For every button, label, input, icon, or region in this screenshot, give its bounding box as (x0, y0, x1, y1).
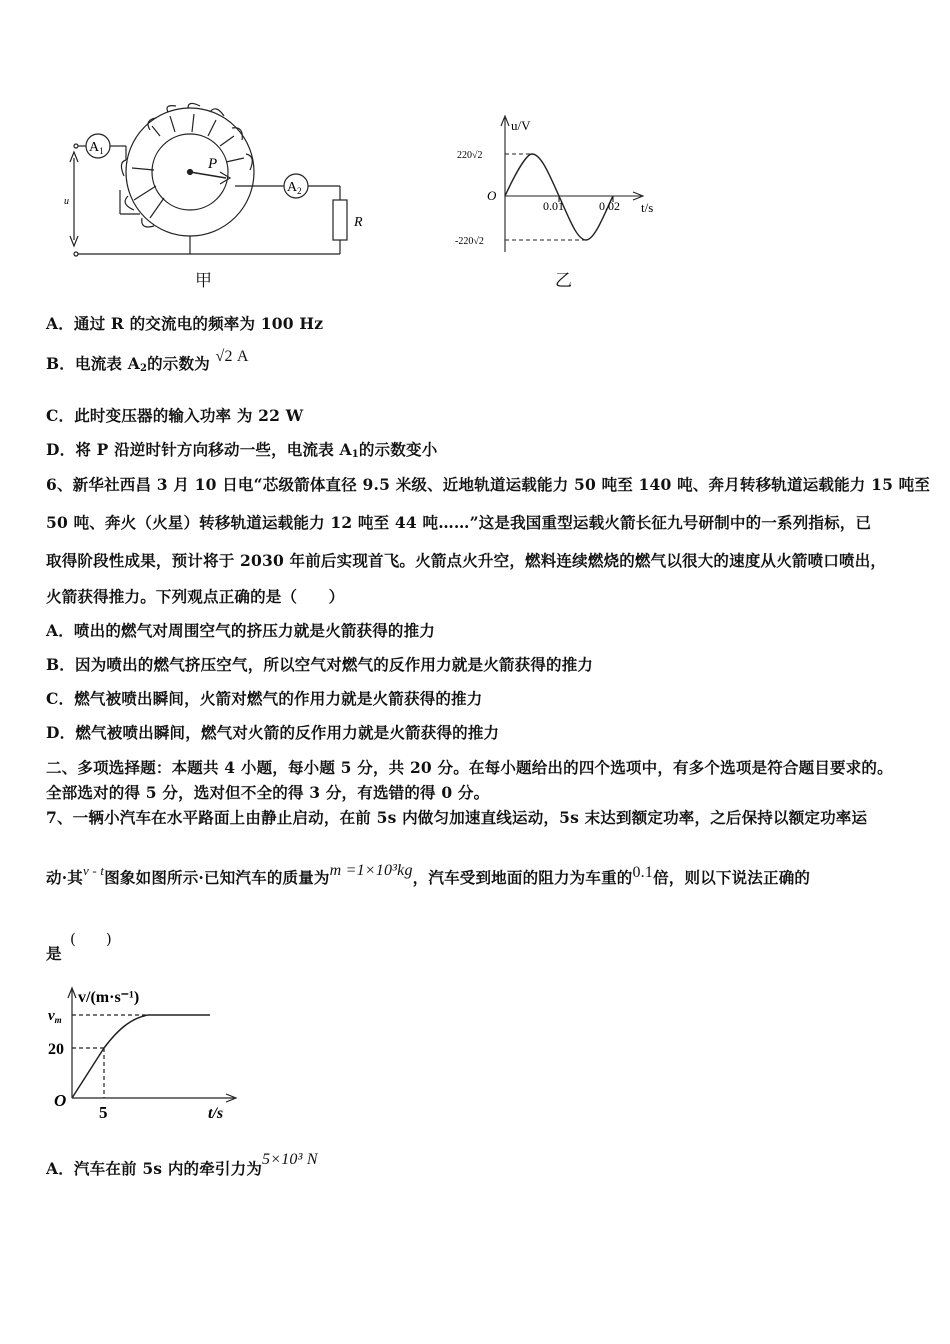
y-max-label: 220√2 (457, 150, 483, 161)
q6-stem-line4: 火箭获得推力。下列观点正确的是（ ） (46, 587, 345, 606)
q7-option-a: A．汽车在前 5s 内的牵引力为5×10³ N (46, 1151, 318, 1178)
q7-stem-line1: 7、一辆小汽车在水平路面上由静止启动，在前 5s 内做匀加速直线运动，5s 末达到额定功率，之后保持以额定功率运 (46, 808, 868, 827)
y-20-label: 20 (48, 1041, 64, 1058)
q5-option-b: B．电流表 $A_2$的示数为 √2 A (46, 348, 249, 374)
q7-answer-paren: ( ) (70, 930, 112, 948)
q7-stem-line3: 是 (46, 944, 62, 963)
a1-label: $A_1$ (89, 140, 104, 156)
q5-option-c: C．此时变压器的输入功率 为 22 W (46, 406, 304, 425)
q6-stem-line3: 取得阶段性成果，预计将于 2030 年前后实现首飞。火箭点火升空，燃料连续燃烧的燃气以很大的速度从火箭喷口喷出， (46, 551, 887, 570)
figure-yi-label: 乙 (555, 271, 572, 291)
resistor-r (333, 200, 347, 240)
section2-heading-line1: 二、多项选择题：本题共 4 小题，每小题 5 分，共 20 分。在每小题给出的四个选项中，有多个选项是符合题目要求的。 (46, 758, 893, 777)
transformer-circuit-figure (60, 100, 380, 275)
a2-label: $A_2$ (287, 180, 302, 196)
t-axis-label-vt: t/s (208, 1105, 224, 1122)
vm-label: $v_m$ (48, 1008, 62, 1025)
velocity-curve (72, 1015, 210, 1098)
q5-option-a: A．通过 R 的交流电的频率为 100 Hz (46, 314, 324, 333)
origin-o-vt: O (54, 1091, 67, 1110)
y-min-label: -220√2 (455, 236, 484, 247)
x-tick-002: 0.02 (599, 199, 620, 213)
u-axis-label: u/V (511, 118, 531, 133)
q7-stem-line2: 动·其$^{v - t}$图象如图所示·已知汽车的质量为m =1×10³kg，汽车受到地面的阻力为车重的0.1倍，则以下说法正确的 (46, 862, 811, 887)
v-axis-label: v/(m·s⁻¹) (78, 989, 140, 1006)
q6-option-c: C．燃气被喷出瞬间，火箭对燃气的作用力就是火箭获得的推力 (46, 689, 483, 708)
u-label: u (64, 196, 69, 207)
q6-option-b: B．因为喷出的燃气挤压空气，所以空气对燃气的反作用力就是火箭获得的推力 (46, 655, 594, 674)
q6-option-d: D．燃气被喷出瞬间，燃气对火箭的反作用力就是火箭获得的推力 (46, 723, 500, 742)
x-tick-001: 0.01 (543, 199, 564, 213)
q6-option-a: A．喷出的燃气对周围空气的挤压力就是火箭获得的推力 (46, 621, 436, 640)
q6-stem-line1: 6、新华社西昌 3 月 10 日电“芯级箭体直径 9.5 米级、近地轨道运载能力 50 吨至 140 吨、奔月转移轨道运载能力 15 吨至 (46, 475, 931, 494)
x-5-label: 5 (99, 1103, 108, 1122)
r-label: R (354, 215, 363, 230)
origin-o: O (487, 188, 497, 203)
t-axis-label: t/s (641, 200, 654, 215)
v-t-graph (44, 982, 244, 1122)
figure-jia-label: 甲 (195, 271, 212, 291)
q5-option-d: D．将 P 沿逆时针方向移动一些，电流表 $A_1$的示数变小 (46, 440, 438, 460)
section2-heading-line2: 全部选对的得 5 分，选对但不全的得 3 分，有选错的得 0 分。 (46, 783, 490, 802)
q6-stem-line2: 50 吨、奔火（火星）转移轨道运载能力 12 吨至 44 吨……”这是我国重型运载火箭长征九号研制中的一系列指标，已 (46, 513, 872, 532)
p-label: P (208, 156, 218, 172)
u-t-graph (455, 112, 675, 262)
